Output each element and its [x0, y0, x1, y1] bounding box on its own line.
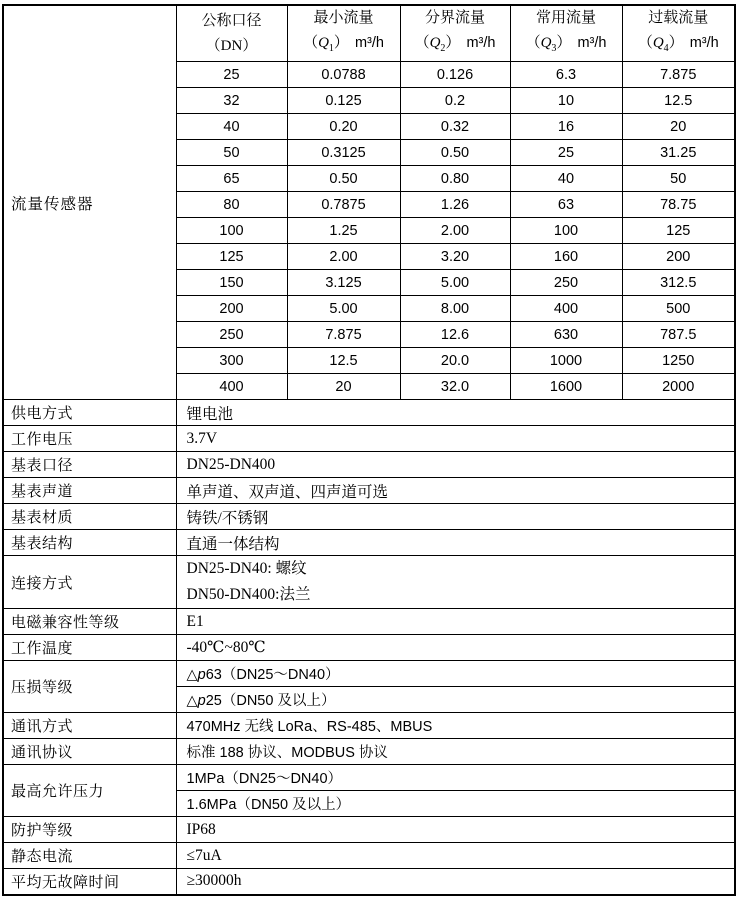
- col-header-q2-title: 分界流量: [424, 10, 485, 26]
- q-subscript: 4: [663, 43, 669, 54]
- spec-label: 基表声道: [3, 478, 176, 504]
- product-spec-table: [2, 4, 736, 896]
- paren-close: ）: [556, 35, 572, 51]
- q-symbol: Q: [429, 35, 441, 51]
- q-subscript: 1: [328, 43, 334, 54]
- dn-value: 250: [176, 322, 287, 348]
- dn-value: 65: [176, 166, 287, 192]
- q1-value: 12.5: [287, 348, 400, 374]
- q3-value: 16: [510, 114, 622, 140]
- flow-unit: m³/h: [466, 35, 496, 51]
- spec-value: [176, 661, 735, 687]
- col-header-q4-unit: [623, 31, 735, 61]
- q2-value: 0.50: [400, 140, 510, 166]
- col-header-dn-line1: 公称口径: [201, 12, 262, 29]
- paren-close: ）: [445, 35, 461, 51]
- spec-value: 单声道、双声道、四声道可选: [176, 478, 735, 504]
- spec-label: 平均无故障时间: [3, 869, 176, 895]
- q1-value: 2.00: [287, 244, 400, 270]
- spec-value: [176, 556, 735, 609]
- spec-row-base-meter-diameter: [3, 452, 735, 478]
- q4-value: 7.875: [622, 62, 735, 88]
- dn-value: 150: [176, 270, 287, 296]
- spec-row-mtbf: [3, 869, 735, 895]
- q4-value: 1250: [622, 348, 735, 374]
- dn-value: 125: [176, 244, 287, 270]
- dn-value: 100: [176, 218, 287, 244]
- connection-line2: DN50-DN400:法兰: [186, 586, 311, 603]
- q4-value: 125: [622, 218, 735, 244]
- col-header-q3-title: 常用流量: [535, 10, 596, 26]
- q2-value: 0.32: [400, 114, 510, 140]
- q1-value: 3.125: [287, 270, 400, 296]
- q3-value: 1600: [510, 374, 622, 400]
- spec-label: 最高允许压力: [3, 765, 176, 817]
- spec-label: 通讯协议: [3, 739, 176, 765]
- spec-value: 铸铁/不锈钢: [176, 504, 735, 530]
- spec-row-max-pressure-1: [3, 765, 735, 791]
- col-header-q1-title: 最小流量: [313, 10, 374, 26]
- col-header-q2-unit: [401, 31, 510, 61]
- q1-value: 0.20: [287, 114, 400, 140]
- spec-label: 通讯方式: [3, 713, 176, 739]
- spec-label: 基表材质: [3, 504, 176, 530]
- col-header-q1-unit: [288, 31, 400, 61]
- flow-table-header-row: [3, 5, 735, 62]
- q-symbol: Q: [318, 35, 329, 51]
- spec-row-base-meter-structure: [3, 530, 735, 556]
- q1-value: 5.00: [287, 296, 400, 322]
- q1-value: 0.0788: [287, 62, 400, 88]
- spec-row-power-supply: [3, 400, 735, 426]
- spec-value: E1: [176, 609, 735, 635]
- q1-value: 7.875: [287, 322, 400, 348]
- dn-value: 25: [176, 62, 287, 88]
- spec-row-working-temperature: [3, 635, 735, 661]
- q4-value: 500: [622, 296, 735, 322]
- spec-value: IP68: [176, 817, 735, 843]
- pressure-loss-value-1: 63（DN25～DN40）: [205, 667, 340, 683]
- spec-label: 供电方式: [3, 400, 176, 426]
- q4-value: 12.5: [622, 88, 735, 114]
- q2-value: 0.126: [400, 62, 510, 88]
- spec-row-protection-rating: [3, 817, 735, 843]
- spec-row-pressure-loss-1: [3, 661, 735, 687]
- q1-value: 0.125: [287, 88, 400, 114]
- spec-value: [176, 687, 735, 713]
- col-header-q4-title: 过载流量: [648, 10, 709, 26]
- flow-unit: m³/h: [354, 35, 384, 51]
- q-subscript: 3: [551, 43, 557, 54]
- spec-value: 标准 188 协议、MODBUS 协议: [176, 739, 735, 765]
- spec-row-working-voltage: [3, 426, 735, 452]
- dn-value: 80: [176, 192, 287, 218]
- spec-row-connection-type: [3, 556, 735, 609]
- q2-value: 5.00: [400, 270, 510, 296]
- dn-value: 40: [176, 114, 287, 140]
- q3-value: 100: [510, 218, 622, 244]
- q2-value: 0.2: [400, 88, 510, 114]
- q3-value: 250: [510, 270, 622, 296]
- spec-row-communication-protocol: [3, 739, 735, 765]
- q-symbol: Q: [540, 35, 552, 51]
- col-header-overload-flow: [622, 5, 735, 62]
- paren-open: （: [414, 35, 430, 51]
- connection-line1: DN25-DN40: 螺纹: [186, 560, 307, 577]
- paren-open: （: [525, 35, 541, 51]
- spec-row-communication-mode: [3, 713, 735, 739]
- q3-value: 10: [510, 88, 622, 114]
- paren-close: ）: [333, 35, 349, 51]
- q-symbol: Q: [652, 35, 664, 51]
- spec-label: 连接方式: [3, 556, 176, 609]
- q2-value: 12.6: [400, 322, 510, 348]
- q2-value: 2.00: [400, 218, 510, 244]
- flow-unit: m³/h: [689, 35, 719, 51]
- paren-open: （: [637, 35, 653, 51]
- q2-value: 20.0: [400, 348, 510, 374]
- q1-value: 0.3125: [287, 140, 400, 166]
- q1-value: 20: [287, 374, 400, 400]
- q3-value: 40: [510, 166, 622, 192]
- col-header-q3-unit: [511, 31, 622, 61]
- spec-label: 基表结构: [3, 530, 176, 556]
- spec-value: 1MPa（DN25～DN40）: [176, 765, 735, 791]
- col-header-common-flow: [510, 5, 622, 62]
- dn-value: 50: [176, 140, 287, 166]
- paren-close: ）: [668, 35, 684, 51]
- spec-label: 基表口径: [3, 452, 176, 478]
- dn-value: 200: [176, 296, 287, 322]
- dn-value: 400: [176, 374, 287, 400]
- spec-label: 防护等级: [3, 817, 176, 843]
- q4-value: 78.75: [622, 192, 735, 218]
- delta-symbol: △: [186, 693, 198, 709]
- spec-value: 470MHz 无线 LoRa、RS-485、MBUS: [176, 713, 735, 739]
- q3-value: 400: [510, 296, 622, 322]
- q4-value: 31.25: [622, 140, 735, 166]
- col-header-transition-flow: [400, 5, 510, 62]
- dn-value: 300: [176, 348, 287, 374]
- spec-value: 3.7V: [176, 426, 735, 452]
- p-symbol: p: [197, 693, 206, 709]
- flow-unit: m³/h: [577, 35, 607, 51]
- spec-row-emc-class: [3, 609, 735, 635]
- spec-value: 直通一体结构: [176, 530, 735, 556]
- col-header-nominal-diameter: [176, 5, 287, 62]
- q2-value: 0.80: [400, 166, 510, 192]
- q3-value: 1000: [510, 348, 622, 374]
- p-symbol: p: [197, 667, 206, 683]
- col-header-min-flow: [287, 5, 400, 62]
- paren-open: （: [303, 35, 319, 51]
- q4-value: 200: [622, 244, 735, 270]
- q3-value: 63: [510, 192, 622, 218]
- q4-value: 787.5: [622, 322, 735, 348]
- q4-value: 50: [622, 166, 735, 192]
- q3-value: 25: [510, 140, 622, 166]
- spec-value: ≤7uA: [176, 843, 735, 869]
- dn-value: 32: [176, 88, 287, 114]
- q1-value: 1.25: [287, 218, 400, 244]
- spec-row-sound-channels: [3, 478, 735, 504]
- spec-label: 工作温度: [3, 635, 176, 661]
- q1-value: 0.50: [287, 166, 400, 192]
- sensor-section-label: 流量传感器: [3, 5, 176, 400]
- delta-symbol: △: [186, 667, 198, 683]
- q2-value: 32.0: [400, 374, 510, 400]
- spec-value: ≥30000h: [176, 869, 735, 895]
- spec-row-base-meter-material: [3, 504, 735, 530]
- q3-value: 630: [510, 322, 622, 348]
- q2-value: 8.00: [400, 296, 510, 322]
- pressure-loss-value-2: 25（DN50 及以上）: [205, 693, 336, 709]
- spec-value: 1.6MPa（DN50 及以上）: [176, 791, 735, 817]
- q-subscript: 2: [440, 43, 446, 54]
- q3-value: 6.3: [510, 62, 622, 88]
- spec-value: -40℃~80℃: [176, 635, 735, 661]
- spec-label: 压损等级: [3, 661, 176, 713]
- q2-value: 1.26: [400, 192, 510, 218]
- spec-value: 锂电池: [176, 400, 735, 426]
- spec-value: DN25-DN400: [176, 452, 735, 478]
- spec-label: 电磁兼容性等级: [3, 609, 176, 635]
- col-header-dn-line2: （DN）: [205, 37, 258, 54]
- spec-label: 工作电压: [3, 426, 176, 452]
- spec-label: 静态电流: [3, 843, 176, 869]
- q4-value: 2000: [622, 374, 735, 400]
- q3-value: 160: [510, 244, 622, 270]
- q2-value: 3.20: [400, 244, 510, 270]
- q4-value: 312.5: [622, 270, 735, 296]
- q1-value: 0.7875: [287, 192, 400, 218]
- q4-value: 20: [622, 114, 735, 140]
- spec-row-static-current: [3, 843, 735, 869]
